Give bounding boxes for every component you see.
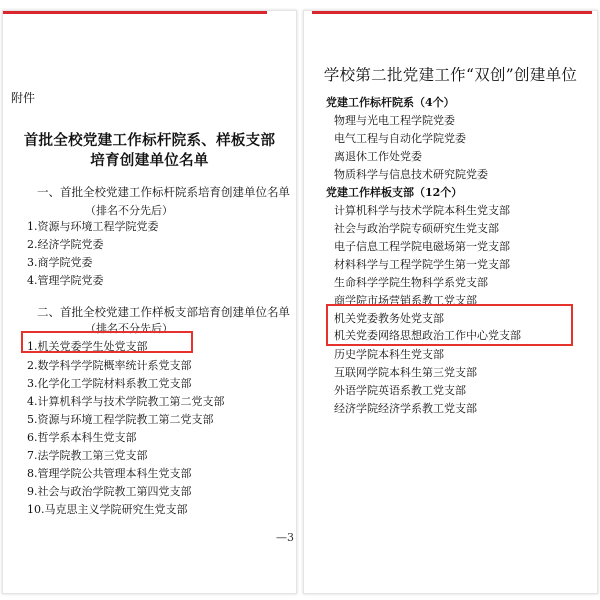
benchmark-item: 物理与光电工程学院党委 [334, 114, 455, 127]
model-item: 机关党委网络思想政治工作中心党支部 [334, 329, 521, 342]
section1-heading: 一、首批全校党建工作标杆院系培育创建单位名单 [37, 185, 290, 199]
section1-item: 2.经济学院党委 [27, 238, 104, 251]
model-item: 外语学院英语系教工党支部 [334, 384, 466, 397]
section2-note: （排名不分先后） [85, 322, 173, 335]
page-number: —3 [276, 531, 294, 544]
left-document-page [2, 10, 297, 594]
section2-item: 9.社会与政治学院教工第四党支部 [27, 485, 192, 498]
benchmark-item: 离退休工作处党委 [334, 150, 422, 163]
attachment-label: 附件 [11, 91, 36, 105]
document-title-line1: 首批全校党建工作标杆院系、样板支部 [23, 132, 276, 149]
model-item: 计算机科学与技术学院本科生党支部 [334, 204, 510, 217]
section2-item: 2.数学科学学院概率统计系党支部 [27, 359, 192, 372]
model-item: 商学院市场营销系教工党支部 [334, 294, 477, 307]
section2-item: 7.法学院教工第三党支部 [27, 449, 148, 462]
section2-item: 3.化学化工学院材料系教工党支部 [27, 377, 192, 390]
left-highlight-box [21, 331, 193, 353]
model-item: 经济学院经济学系教工党支部 [334, 402, 477, 415]
section2-item: 8.管理学院公共管理本科生党支部 [27, 467, 192, 480]
model-heading: 党建工作样板支部（12个） [326, 186, 463, 199]
section2-item: 6.哲学系本科生党支部 [27, 431, 137, 444]
left-header-rule [3, 11, 267, 14]
section2-heading: 二、首批全校党建工作样板支部培育创建单位名单 [37, 305, 290, 319]
section2-item: 1.机关党委学生处党支部 [27, 340, 148, 353]
benchmark-item: 电气工程与自动化学院党委 [334, 132, 466, 145]
section2-item: 5.资源与环境工程学院教工第二党支部 [27, 413, 214, 426]
model-item: 互联网学院本科生第三党支部 [334, 366, 477, 379]
section1-item: 4.管理学院党委 [27, 274, 104, 287]
model-item: 历史学院本科生党支部 [334, 348, 444, 361]
section1-item: 1.资源与环境工程学院党委 [27, 220, 159, 233]
model-item: 电子信息工程学院电磁场第一党支部 [334, 240, 510, 253]
section1-item: 3.商学院党委 [27, 256, 93, 269]
benchmark-item: 物质科学与信息技术研究院党委 [334, 168, 488, 181]
right-document-title: 学校第二批党建工作“双创”创建单位 [323, 66, 578, 84]
right-header-rule [312, 11, 592, 14]
section1-note: （排名不分先后） [85, 204, 173, 217]
model-item: 社会与政治学院专硕研究生党支部 [334, 222, 499, 235]
model-item: 生命科学学院生物科学系党支部 [334, 276, 488, 289]
model-item: 机关党委教务处党支部 [334, 312, 444, 325]
document-title-line2: 培育创建单位名单 [90, 152, 209, 169]
right-highlight-box [326, 304, 573, 346]
section2-item: 4.计算机科学与技术学院教工第二党支部 [27, 395, 225, 408]
right-document-page [303, 10, 598, 594]
benchmark-heading: 党建工作标杆院系（4个） [326, 96, 455, 109]
section2-item: 10.马克思主义学院研究生党支部 [27, 503, 188, 516]
model-item: 材料科学与工程学院学生第一党支部 [334, 258, 510, 271]
